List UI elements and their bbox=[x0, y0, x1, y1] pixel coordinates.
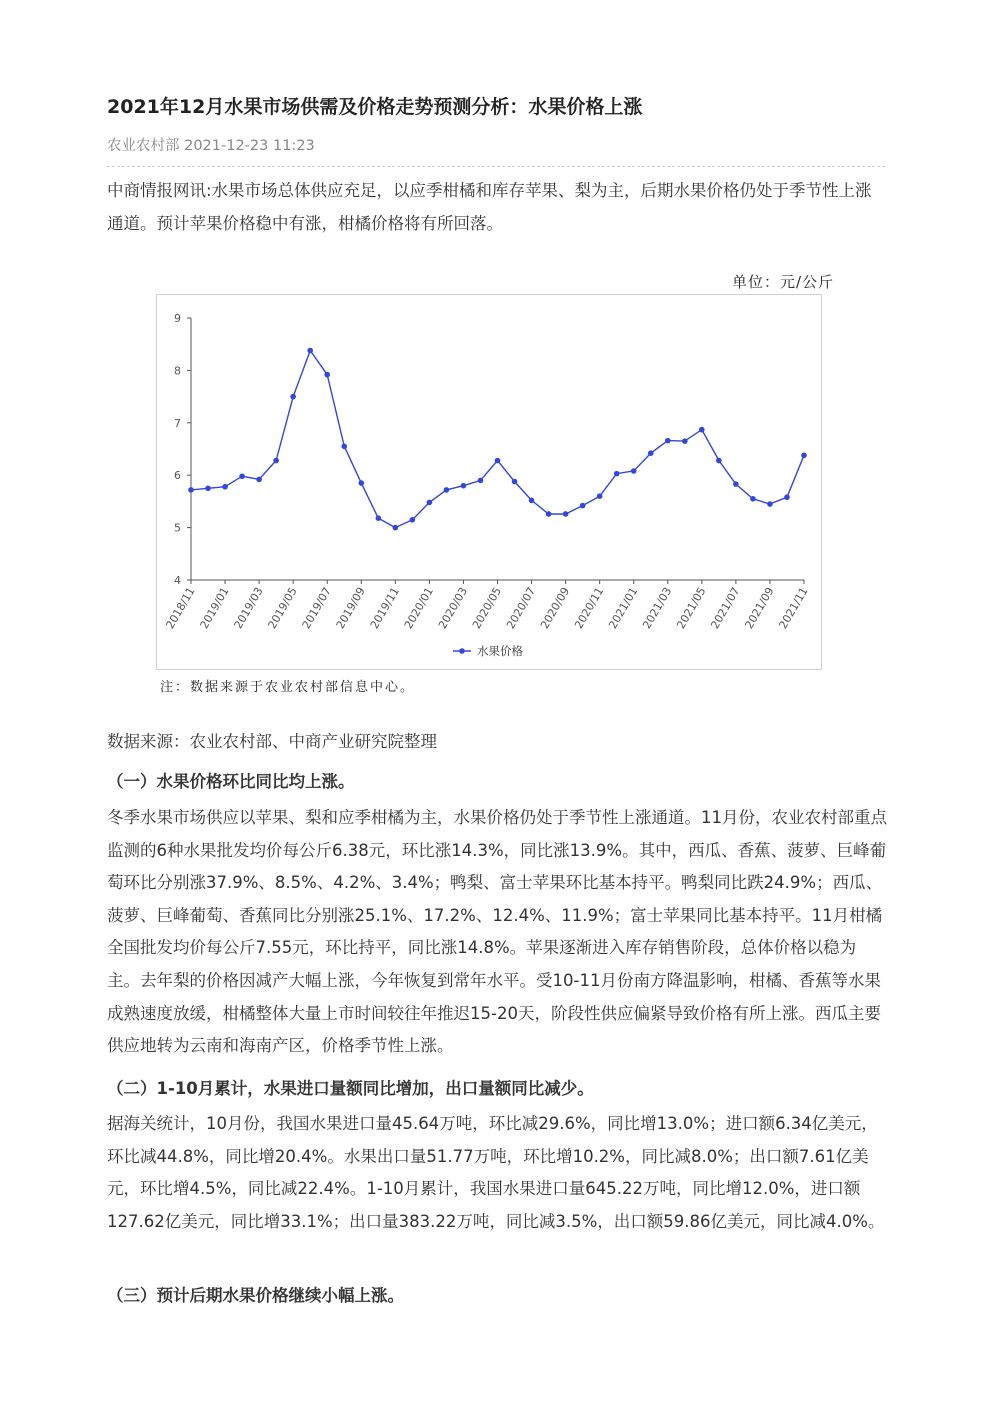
data-point bbox=[631, 468, 637, 474]
x-tick-label: 2021/03 bbox=[640, 585, 675, 632]
x-tick-label: 2021/09 bbox=[742, 585, 777, 632]
data-point bbox=[239, 473, 245, 479]
data-point bbox=[665, 438, 671, 444]
article-title: 2021年12月水果市场供需及价格走势预测分析：水果价格上涨 bbox=[107, 96, 643, 118]
data-point bbox=[256, 477, 262, 483]
data-point bbox=[376, 515, 382, 521]
x-tick-label: 2019/11 bbox=[367, 585, 402, 632]
y-tick-label: 8 bbox=[174, 364, 181, 378]
x-tick-label: 2019/05 bbox=[265, 585, 300, 632]
x-tick-label: 2020/11 bbox=[572, 585, 607, 632]
intro-paragraph: 中商情报网讯:水果市场总体供应充足，以应季柑橘和库存苹果、梨为主，后期水果价格仍处于季节性上涨通道。预计苹果价格稳中有涨，柑橘价格将有所回落。 bbox=[107, 181, 872, 233]
data-point bbox=[188, 487, 194, 493]
x-tick-label: 2019/07 bbox=[299, 585, 334, 632]
x-tick-label: 2021/05 bbox=[674, 585, 709, 632]
data-point bbox=[682, 438, 688, 444]
section1-heading: （一）水果价格环比同比均上涨。 bbox=[107, 772, 355, 791]
x-tick-label: 2018/11 bbox=[163, 585, 198, 632]
article-meta: 农业农村部 2021-12-23 11:23 bbox=[107, 138, 315, 154]
data-point bbox=[733, 481, 739, 487]
data-source: 数据来源：农业农村部、中商产业研究院整理 bbox=[107, 732, 437, 751]
data-point bbox=[205, 486, 211, 492]
x-tick-label: 2019/03 bbox=[231, 585, 266, 632]
data-point bbox=[784, 494, 790, 500]
data-point bbox=[801, 452, 807, 458]
chart-unit-label: 单位：元/公斤 bbox=[732, 273, 835, 291]
price-chart-container bbox=[156, 294, 822, 670]
x-tick-label: 2020/01 bbox=[401, 585, 436, 632]
series-line-fruit-price bbox=[191, 351, 804, 528]
y-tick-label: 5 bbox=[174, 521, 181, 535]
data-point bbox=[512, 479, 518, 485]
x-tick-label: 2021/01 bbox=[606, 585, 641, 632]
y-tick-label: 9 bbox=[174, 312, 181, 325]
y-tick-label: 6 bbox=[174, 469, 181, 483]
data-point bbox=[580, 503, 586, 509]
y-tick-label: 7 bbox=[174, 416, 181, 430]
data-point bbox=[410, 517, 416, 523]
data-point bbox=[546, 511, 552, 517]
data-point bbox=[341, 444, 347, 450]
data-point bbox=[478, 478, 484, 484]
data-point bbox=[767, 501, 773, 507]
x-tick-label: 2021/07 bbox=[708, 585, 743, 632]
chart-source-note: 注：数据来源于农业农村部信息中心。 bbox=[160, 680, 416, 695]
data-point bbox=[222, 484, 228, 490]
data-point bbox=[648, 450, 654, 456]
data-point bbox=[358, 480, 364, 486]
x-tick-label: 2020/05 bbox=[469, 585, 505, 632]
legend-marker bbox=[459, 648, 465, 654]
data-point bbox=[597, 493, 603, 499]
data-point bbox=[393, 525, 399, 531]
section2-heading: （二）1-10月累计，水果进口量额同比增加，出口量额同比减少。 bbox=[107, 1079, 594, 1098]
data-point bbox=[307, 348, 313, 354]
data-point bbox=[324, 372, 330, 378]
data-point bbox=[273, 458, 279, 464]
x-tick-label: 2020/07 bbox=[504, 585, 539, 632]
section1-paragraph: 冬季水果市场供应以苹果、梨和应季柑橘为主，水果价格仍处于季节性上涨通道。11月份，农业农村部重点监测的6种水果批发均价每公斤6.38元，环比涨14.3%，同比涨13.9%。其中，西瓜、香蕉、菠萝、巨峰葡萄环比分别涨37.9%、8.5%、4.2%、3.4%；鸭梨、富士苹果环比基本持平。鸭梨同比跌24.9%；西瓜、菠萝、巨峰葡萄、香蕉同比分别涨25.1%、17.2%、12.4%、11.9%；富士苹果同比基本持平。11月柑橘全国批发均价每公斤7.55元，环比持平，同比涨14.8%。苹果逐渐进入库存销售阶段，总体价格以稳为主。去年梨的价格因减产大幅上涨，今年恢复到常年水平。受10-11月份南方降温影响，柑橘、香蕉等水果成熟速度放缓，柑橘整体大量上市时间较往年推迟15-20天，阶段性供应偏紧导致价格有所上涨。西瓜主要供应地转为云南和海南产区，价格季节性上涨。 bbox=[107, 808, 887, 1056]
legend-label: 水果价格 bbox=[477, 644, 523, 658]
data-point bbox=[290, 394, 296, 400]
data-point bbox=[750, 496, 756, 502]
y-tick-label: 4 bbox=[174, 574, 181, 587]
data-point bbox=[427, 500, 433, 506]
data-point bbox=[614, 471, 620, 477]
data-point bbox=[563, 511, 569, 517]
data-point bbox=[716, 458, 722, 464]
x-tick-label: 2019/09 bbox=[333, 585, 368, 632]
data-point bbox=[461, 483, 467, 489]
x-tick-label: 2021/11 bbox=[776, 585, 811, 632]
section2-paragraph: 据海关统计，10月份，我国水果进口量45.64万吨，环比减29.6%，同比增13.0%；进口额6.34亿美元，环比减44.8%，同比增20.4%。水果出口量51.77万吨，环比增10.2%，同比减8.0%；出口额7.61亿美元，环比增4.5%，同比减22.4%。1-10月累计，我国水果进口量645.22万吨，同比增12.0%，进口额127.62亿美元，同比增33.1%；出口量383.22万吨，同比减3.5%，出口额59.86亿美元，同比减4.0%。 bbox=[107, 1114, 885, 1231]
x-tick-label: 2020/09 bbox=[538, 585, 573, 632]
data-point bbox=[699, 427, 705, 433]
data-point bbox=[444, 487, 450, 493]
price-line-chart bbox=[157, 295, 821, 669]
data-point bbox=[529, 498, 535, 504]
x-tick-label: 2019/01 bbox=[197, 585, 232, 632]
data-point bbox=[495, 458, 501, 464]
meta-divider bbox=[107, 166, 885, 167]
section3-heading: （三）预计后期水果价格继续小幅上涨。 bbox=[107, 1286, 404, 1305]
x-tick-label: 2020/03 bbox=[435, 585, 471, 632]
